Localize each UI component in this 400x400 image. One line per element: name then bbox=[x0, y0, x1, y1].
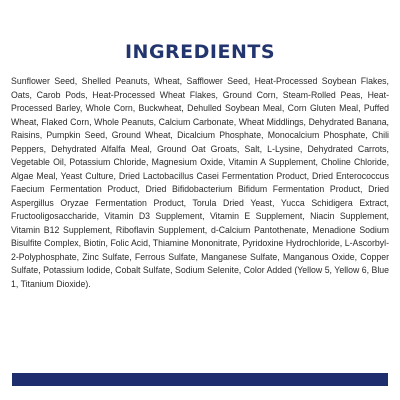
ingredients-heading: INGREDIENTS bbox=[124, 41, 276, 63]
bottom-bar bbox=[12, 373, 388, 386]
ingredients-list: Sunflower Seed, Shelled Peanuts, Wheat, Safflower Seed, Heat-Processed Soybean Flakes, Oats, Carob Pods, Heat-Processed Wheat Flakes, Ground Corn, Steam-Rolled Peas, Heat-Processed Barley, Whole Corn, Buckwheat, Dehulled Soybean Meal, Corn Gluten Meal, Puffed Wheat, Flaked Corn, Whole Peanuts, Calcium Carbonate, Wheat Middlings, Dehydrated Banana, Raisins, Pumpkin Seed, Ground Wheat, Dicalcium Phosphate, Monocalcium Phosphate, Chili Peppers, Dehydrated Alfalfa Meal, Ground Oat Groats, Salt, L-Lysine, Dehydrated Carrots, Vegetable Oil, Potassium Chloride, Magnesium Oxide, Vitamin A Supplement, Choline Chloride, Algae Meal, Yeast Culture, Dried Lactobacillus Casei Fermentation Product, Dried Enterococcus Faecium Fermentation Product, Dried Bifidobacterium Bifidum Fermentation Product, Dried Aspergillus Oryzae Fermentation Product, Torula Dried Yeast, Yucca Schidigera Extract, Fructooligosaccharide, Vitamin D3 Supplement, Vitamin E Supplement, Niacin Supplement, Vitamin B12 Supplement, Riboflavin Supplement, d-Calcium Pantothenate, Menadione Sodium Bisulfite Complex, Biotin, Folic Acid, Thiamine Mononitrate, Pyridoxine Hydrochloride, L-Ascorbyl-2-Polyphosphate, Zinc Sulfate, Ferrous Sulfate, Manganese Sulfate, Manganous Oxide, Copper Sulfate, Potassium Iodide, Cobalt Sulfate, Sodium Selenite, Color Added (Yellow 5, Yellow 6, Blue 1, Titanium Dioxide). bbox=[11, 76, 389, 289]
